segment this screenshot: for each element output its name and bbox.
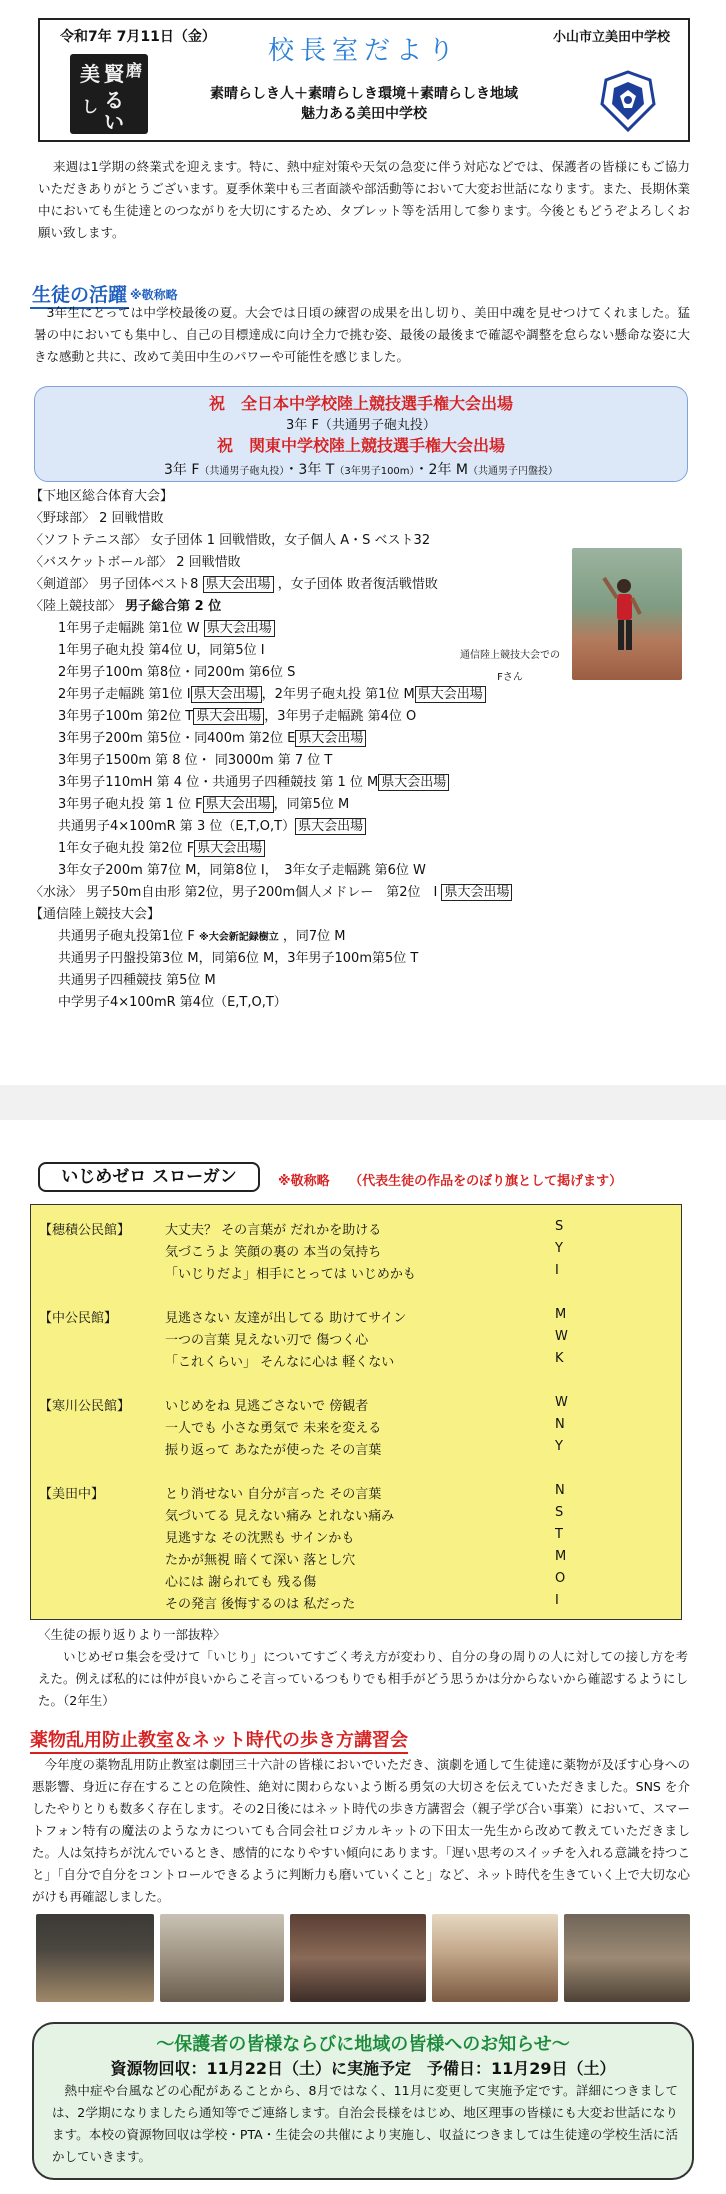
result-line: 共通男子円盤投第3位 M，同第6位 M，3年男子100m第5位 T [58,951,419,966]
slogan-text: 気づこうよ 笑顔の裏の 本当の気持ち [165,1245,382,1260]
slogan-text: いじめをね 見逃ごさないで 傍観者 [165,1399,369,1414]
result-line: 3年女子200m 第7位 M，同第8位 I， 3年女子走幅跳 第6位 W [58,863,426,878]
prefectural-badge: 県大会出場 [203,576,274,593]
slogan-note: ※敬称略 （代表生徒の作品をのぼり旗として掲げます） [278,1174,623,1189]
school-emblem-icon [598,70,658,132]
prefectural-badge: 県大会出場 [193,708,264,725]
prefectural-badge: 県大会出場 [204,620,275,637]
award-kanto-c: ・3年 T [284,462,335,478]
slogan-text: 見逃さない 友達が出してる 助けてサイン [165,1311,407,1326]
award-kanto-f: （共通男子円盤投） [467,466,558,477]
event-photo-4 [432,1914,558,2002]
result-text: 3年男子100m 第2位 T [58,709,194,724]
photo-caption-1: 通信陸上競技大会での [460,650,560,661]
drug-paragraph: 今年度の薬物乱用防止教室は劇団三十六計の皆様においでいただき、演劇を通して生徒達に薬物が及ぼす心身への悪影響、身近に存在することの危険性、絶対に関わらないよう断る勇気の大切さを伝えていただきました。SNS を介したやりとりも数多く存在します。その2日後にはネット時代の歩き方講習会（親子学び合い事業）において、スマートフォン特有の魔法のようなカについても合同会社ロジカルキットの下田太一先生から改めて教えていただきました。人は気持ちが沈んでいるとき、感情的になりやすい傾向にあります。「遅い思考のスイッチを入れる意識を持つこと」「自分で自分をコントロールできるように判断力も磨いていくこと」など、ネット時代を生きていく上で大切な心がけも再確認しました。 [32,1757,690,1904]
drug-section-title: 薬物乱用防止教室＆ネット時代の歩き方講習会 [30,1726,408,1754]
newsletter-header [38,18,690,142]
prefectural-badge: 県大会出場 [415,686,486,703]
result-text: 3年男子砲丸投 第 1 位 F [58,797,203,812]
result-swimming [30,884,512,902]
issue-date: 令和7年 7月11日（金） [60,29,216,45]
award-banner [34,386,688,482]
prefectural-badge: 県大会出場 [295,818,366,835]
result-text: 1年女子砲丸投 第2位 F [58,841,195,856]
notice-title: ～保護者の皆様ならびに地域の皆様へのお知らせ～ [156,2034,570,2055]
slogan-text: 心には 謝られても 残る傷 [165,1575,317,1590]
result-line: 2年男子100m 第8位・同200m 第6位 S [58,665,296,680]
callig-char-6: し [82,97,99,116]
event-photo-3 [290,1914,426,2002]
result-line [58,774,449,792]
slogan-text: たかが無視 暗くて深い 落とし穴 [165,1553,356,1568]
result-text: 共通男子砲丸投第1位 F [58,929,200,944]
award-national-title: 祝 全日本中学校陸上競技選手権大会出場 [208,394,513,413]
slogan-author: Y [555,1439,563,1454]
slogan-text: 一人でも 小さな勇気で 未来を変える [165,1421,382,1436]
record-note: ※大会新記録樹立 [199,932,279,943]
result-text: ，同7位 M [278,929,346,944]
result-line [58,796,349,814]
result-text: 共通男子4×100mR 第 3 位（E,T,O,T） [58,819,296,834]
result-text: 〈水泳〉 男子50m自由形 第2位，男子200m個人メドレー 第2位 I [30,885,442,900]
slogan-author: W [555,1395,568,1410]
result-line: 3年男子1500m 第 8 位・ 同3000m 第 7 位 T [58,753,333,768]
slogan-author: Y [555,1241,563,1256]
result-line [58,730,366,748]
result-text: ，2年男子砲丸投 第1位 M [261,687,415,702]
result-kendo [30,576,438,594]
result-text: ，同第5位 M [273,797,350,812]
slogan-author: M [555,1307,567,1322]
result-heading-district: 【下地区総合体育大会】 [30,489,174,504]
slogan-author: S [555,1505,564,1520]
result-line: 1年男子砲丸投 第4位 U，同第5位 I [58,643,265,658]
callig-char-3: 磨 [126,61,143,80]
result-kendo-text: 〈剣道部〉 男子団体ベスト8 [30,577,203,592]
callig-char-5: い [104,110,124,134]
slogan-author: T [555,1527,563,1542]
reflection-text: いじめゼロ集会を受けて「いじり」についてすごく考え方が変わり、自分の身の周りの人に対しての接し方を考えた。例えば私的には仲が良いからこそ言っているつもりでも相手がどう思うかは分からないから確認するようにした。（2年生） [38,1649,688,1708]
event-photo-5 [564,1914,690,2002]
page-separator [0,1085,726,1120]
result-heading-tsushin: 【通信陸上競技大会】 [30,907,161,922]
slogan-author: M [555,1549,567,1564]
slogan-text: 「いじりだよ」相手にとっては いじめかも [165,1267,416,1282]
athlete-photo [572,548,682,680]
slogan-author: I [555,1263,559,1278]
result-line [58,708,416,726]
slogan-text: 一つの言葉 見えない刃で 傷つく心 [165,1333,369,1348]
award-kanto-athletes [35,459,687,479]
notice-box [32,2022,694,2180]
result-text: 3年男子110mH 第 4 位・共通男子四種競技 第 1 位 M [58,775,379,790]
prefectural-badge: 県大会出場 [194,840,265,857]
newsletter-title: 校長室だより [267,36,460,66]
result-line [58,686,486,704]
callig-char-2: 賢 [104,62,124,86]
result-line [58,928,346,947]
section-title-activity: 生徒の活躍 [30,280,129,309]
intro-paragraph: 来週は1学期の終業式を迎えます。特に、熱中症対策や天気の急変に伴う対応などでは、保護者の皆様にもご協力いただきありがとうございます。夏季休業中も三者面談や部活動等において大変お世話になります。また、長期休業中においても生徒達とのつながりを大切にするため、タブレット等を活用して参ります。今後ともどうぞよろしくお願い致します。 [38,159,690,240]
hall-name: 【美田中】 [39,1487,105,1502]
result-line [58,840,265,858]
activity-paragraph: 3年生にとっては中学校最後の夏。大会では日頃の練習の成果を出し切り、美田中魂を見せつけてくれました。猛暑の中においても集中し、自己の目標達成に向け全力で挑む姿、最後の最後まで確認や調整を怠らない懸命な姿に大きな感動と共に、改めて美田中生のパワーや可能性を感じました。 [34,305,690,364]
slogan-author: S [555,1219,564,1234]
result-line: 共通男子四種競技 第5位 M [58,973,216,988]
slogan-author: I [555,1593,559,1608]
hall-name: 【寒川公民館】 [39,1399,131,1414]
hall-name: 【中公民館】 [39,1311,118,1326]
event-photo-2 [160,1914,284,2002]
slogan-title: いじめゼロ スローガン [38,1162,260,1192]
prefectural-badge: 県大会出場 [295,730,366,747]
result-track-label: 〈陸上競技部〉 [30,599,126,614]
motto-line-2: 魅力ある美田中学校 [301,106,427,122]
event-photos [36,1914,690,2002]
award-kanto-d: （3年男子100m） [334,466,415,477]
callig-char-1: 美 [80,62,100,86]
result-basketball: 〈バスケットボール部〉 2 回戦惜敗 [30,555,241,570]
award-kanto-a: 3年 F [164,462,200,478]
slogan-text: 振り返って あなたが使った その言葉 [165,1443,382,1458]
result-track-overall: 男子総合第 2 位 [125,599,222,614]
school-name: 小山市立美田中学校 [552,30,670,45]
result-text: 3年男子200m 第5位・同400m 第2位 E [58,731,296,746]
section-note-activity: ※敬称略 [130,288,178,302]
award-kanto-b: （共通男子砲丸投） [199,466,285,477]
award-kanto-title: 祝 関東中学校陸上競技選手権大会出場 [216,436,505,455]
notice-text: 熱中症や台風などの心配があることから、8月ではなく、11月に変更して実施予定です。詳細につきましては、2学期になりましたら通知等でご連絡します。自治会長様をはじめ、地区理事の皆様にも大変お世話になります。本校の資源物回収は学校・PTA・生徒会の共催により実施し、収益につきましては生徒達の学校生活に活かしていきます。 [52,2083,678,2164]
slogan-author: K [555,1351,564,1366]
slogan-text: 見逃すな その沈黙も サインかも [165,1531,355,1546]
athlete-figure-icon [572,548,682,680]
slogan-author: O [555,1571,566,1586]
award-kanto-e: ・2年 M [414,462,468,478]
result-text: 2年男子走幅跳 第1位 I [58,687,191,702]
photo-caption-2: Fさん [497,672,523,683]
prefectural-badge: 県大会出場 [378,774,449,791]
result-track [30,598,221,616]
result-soft-tennis: 〈ソフトテニス部〉 女子団体 1 回戦惜敗，女子個人 A・S ベスト32 [30,533,431,548]
slogan-text: とり消せない 自分が言った その言葉 [165,1487,382,1502]
award-national-athlete: 3年 F（共通男子砲丸投） [286,418,436,433]
prefectural-badge: 県大会出場 [203,796,274,813]
notice-date-line: 資源物回収：11月22日（土）に実施予定 予備日：11月29日（土） [110,2059,616,2078]
motto-line-1: 素晴らしき人＋素晴らしき環境＋素晴らしき地域 [210,86,518,102]
slogan-author: N [555,1483,565,1498]
result-baseball: 〈野球部〉 2 回戦惜敗 [30,511,164,526]
calligraphy-image [70,54,148,134]
result-text: ，3年男子走幅跳 第4位 O [264,709,417,724]
slogan-text: その発言 後悔するのは 私だった [165,1597,356,1612]
slogan-text: 大丈夫？ その言葉が だれかを助ける [165,1223,382,1238]
result-line: 中学男子4×100mR 第4位（E,T,O,T） [58,995,287,1010]
prefectural-badge: 県大会出場 [441,884,512,901]
slogan-author: W [555,1329,568,1344]
slogan-list [30,1204,682,1620]
result-line [58,818,366,836]
slogan-text: 気づいてる 見えない痛み とれない痛み [165,1509,395,1524]
callig-char-4: る [104,88,124,112]
prefectural-badge: 県大会出場 [191,686,262,703]
result-kendo-text2: ，女子団体 敗者復活戦惜敗 [273,577,438,592]
result-text: 1年男子走幅跳 第1位 W [58,621,204,636]
reflection-title: 〈生徒の振り返りより一部抜粋〉 [38,1627,226,1642]
result-line [58,620,275,638]
slogan-text: 「これくらい」 そんなに心は 軽くない [165,1355,395,1370]
slogan-author: N [555,1417,565,1432]
event-photo-1 [36,1914,154,2002]
hall-name: 【穂積公民館】 [39,1223,131,1238]
